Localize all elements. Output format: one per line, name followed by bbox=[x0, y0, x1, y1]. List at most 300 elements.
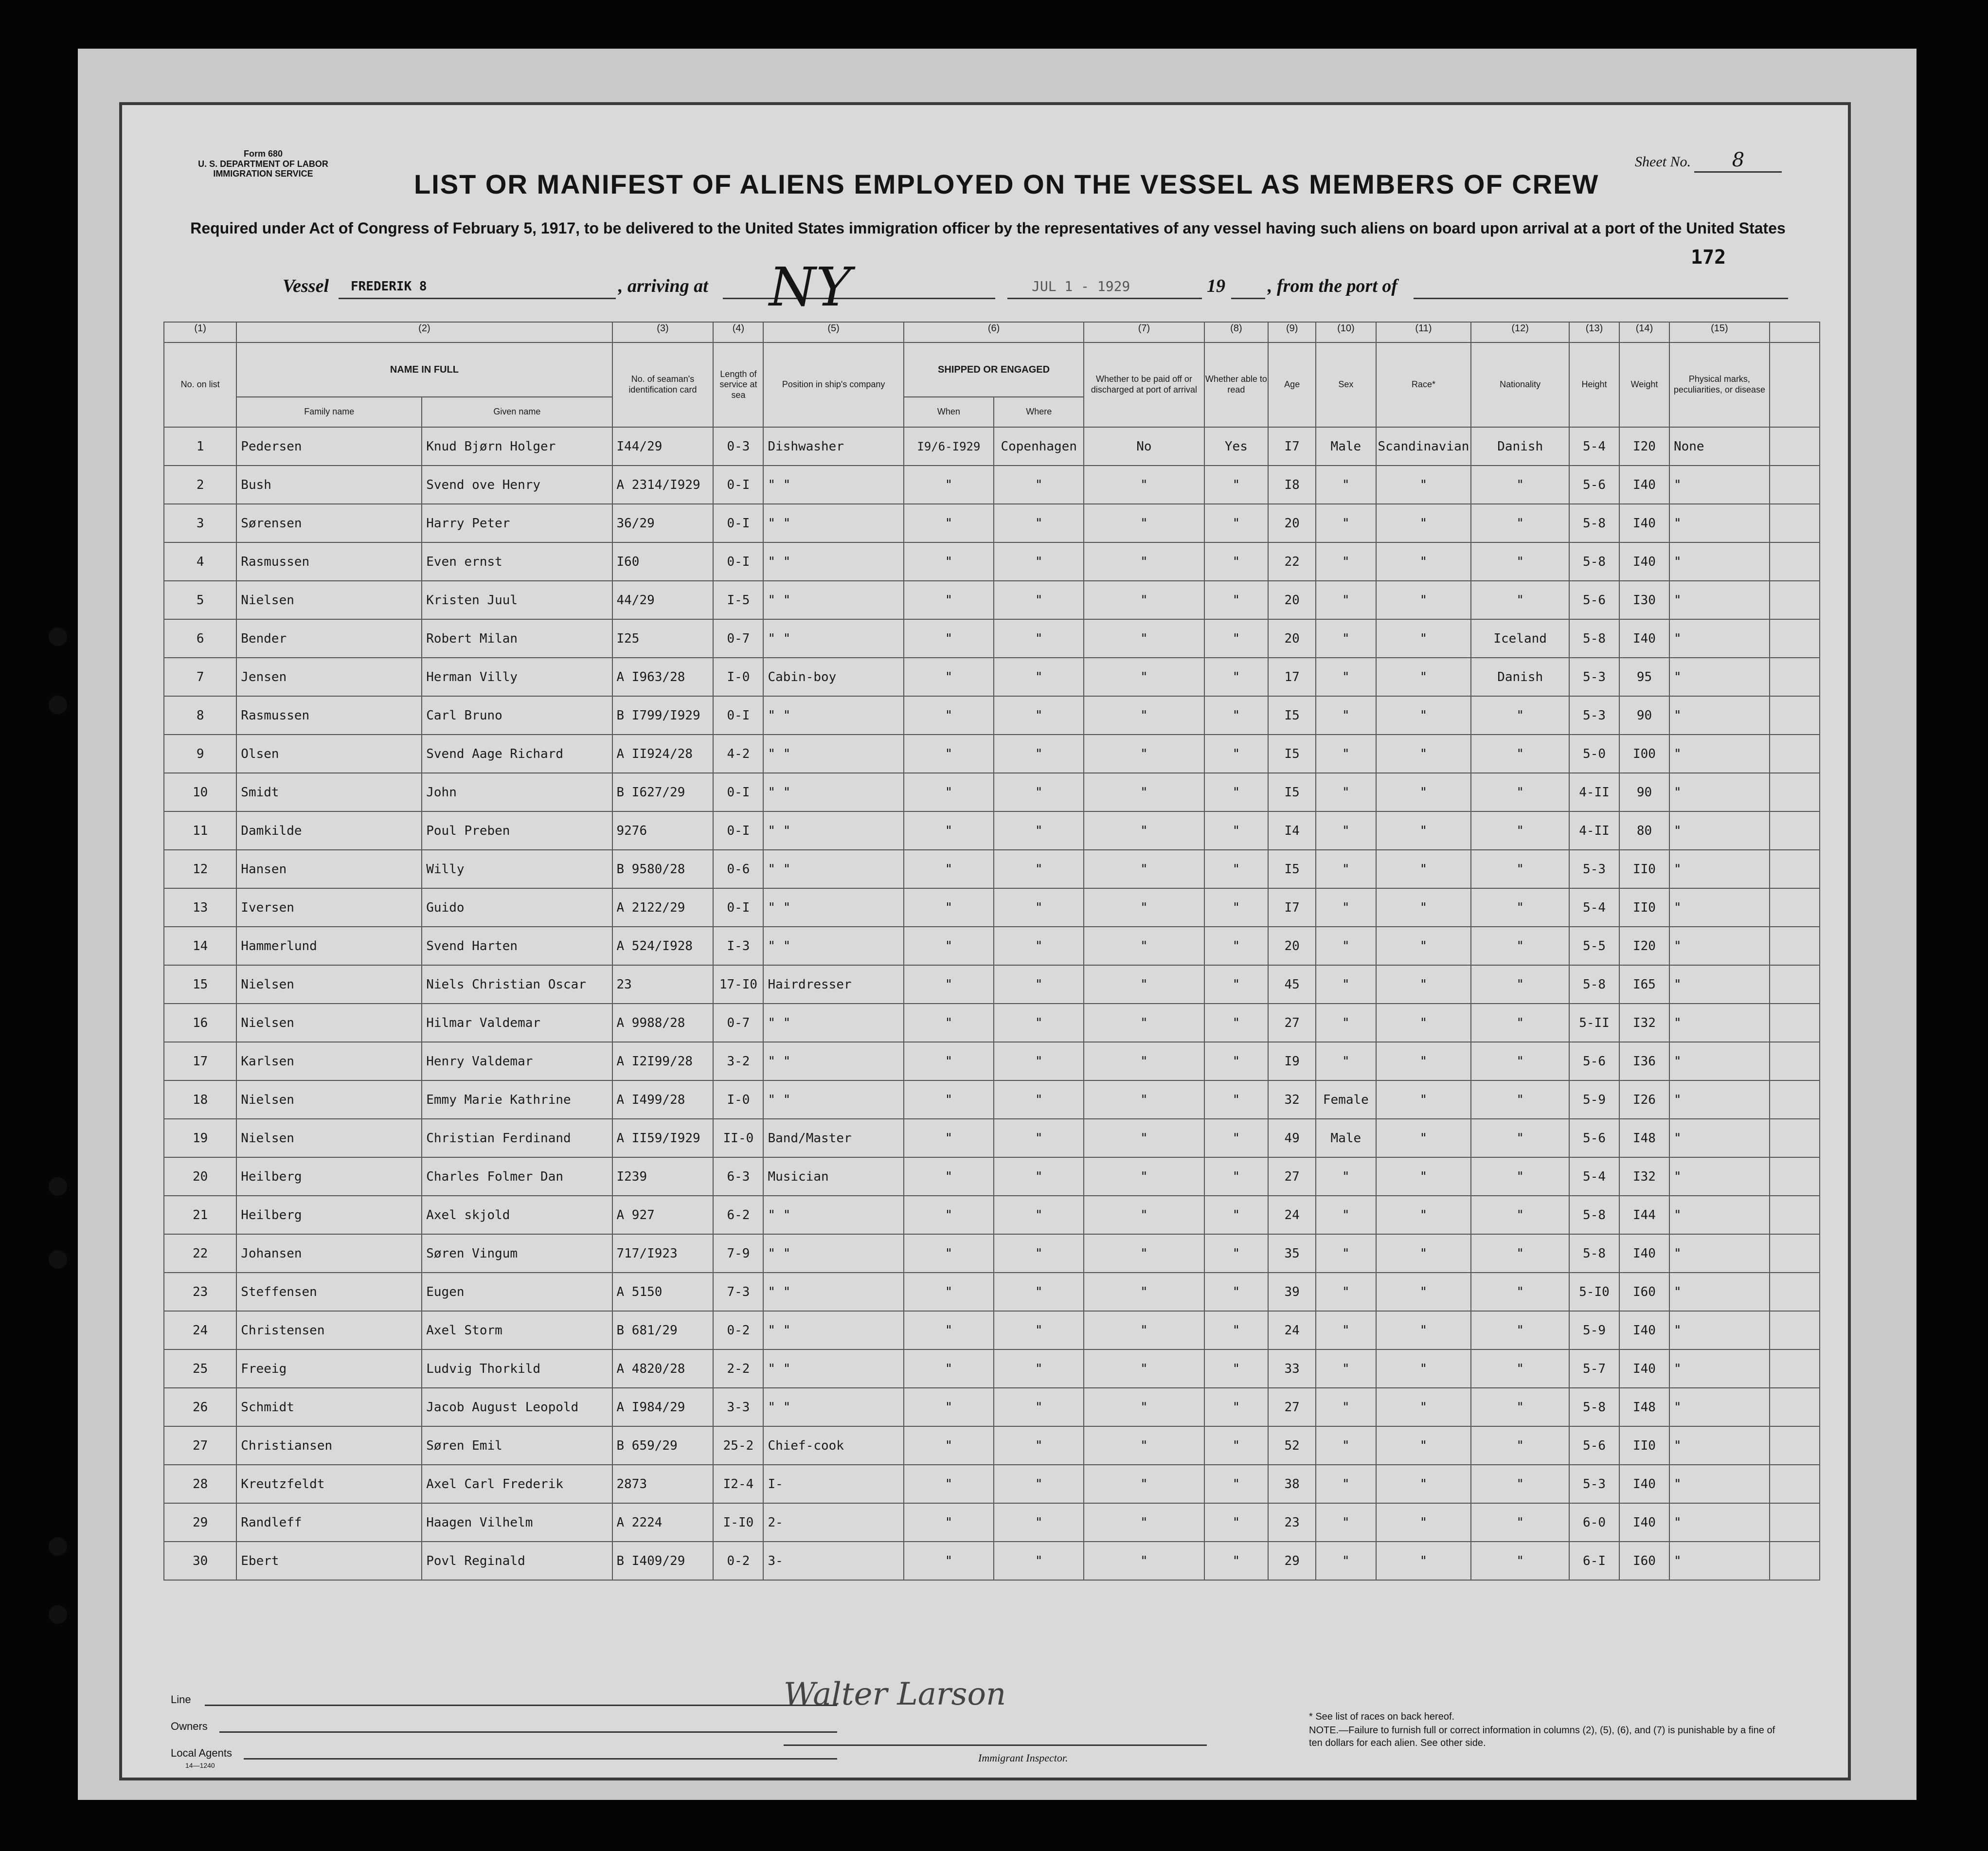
cell-card: B I627/29 bbox=[612, 773, 714, 811]
cell-sex: Male bbox=[1316, 1119, 1376, 1157]
cell-sex: " bbox=[1316, 811, 1376, 850]
arriving-label: , arriving at bbox=[618, 276, 708, 296]
cell-family: Hansen bbox=[236, 850, 422, 888]
cell-read: " bbox=[1204, 1234, 1269, 1273]
cell-nat: Danish bbox=[1471, 658, 1569, 696]
cell-nat: " bbox=[1471, 1311, 1569, 1349]
col-number: (8) bbox=[1204, 322, 1269, 342]
cell-where: " bbox=[994, 1196, 1084, 1234]
cell-race: " bbox=[1376, 696, 1471, 735]
cell-card: A 2314/I929 bbox=[612, 466, 714, 504]
cell-nat: " bbox=[1471, 696, 1569, 735]
cell-read: " bbox=[1204, 1503, 1269, 1542]
cell-marks: " bbox=[1669, 1349, 1770, 1388]
cell-weight: I40 bbox=[1619, 504, 1669, 542]
cell-card: A I2I99/28 bbox=[612, 1042, 714, 1080]
cell-no: 29 bbox=[164, 1503, 236, 1542]
cell-card: B I409/29 bbox=[612, 1542, 714, 1580]
cell-nat: " bbox=[1471, 466, 1569, 504]
cell-age: 20 bbox=[1268, 504, 1316, 542]
cell-family: Ebert bbox=[236, 1542, 422, 1580]
cell-weight: I48 bbox=[1619, 1119, 1669, 1157]
cell-blank bbox=[1770, 1426, 1820, 1465]
cell-service: I2-4 bbox=[713, 1465, 763, 1503]
cell-read: " bbox=[1204, 504, 1269, 542]
binder-hole bbox=[49, 696, 67, 714]
cell-no: 8 bbox=[164, 696, 236, 735]
header-given-name: Given name bbox=[422, 397, 612, 427]
vessel-name: FREDERIK 8 bbox=[351, 279, 427, 294]
cell-where: " bbox=[994, 1311, 1084, 1349]
cell-age: 23 bbox=[1268, 1503, 1316, 1542]
cell-given: Ludvig Thorkild bbox=[422, 1349, 612, 1388]
table-row bbox=[164, 811, 1820, 850]
cell-no: 30 bbox=[164, 1542, 236, 1580]
cell-service: 4-2 bbox=[713, 735, 763, 773]
cell-read: " bbox=[1204, 696, 1269, 735]
stamp-number: 172 bbox=[1691, 246, 1726, 269]
cell-blank bbox=[1770, 1542, 1820, 1580]
cell-race: " bbox=[1376, 581, 1471, 619]
cell-marks: " bbox=[1669, 850, 1770, 888]
cell-sex: Male bbox=[1316, 427, 1376, 466]
cell-age: 39 bbox=[1268, 1273, 1316, 1311]
cell-age: I9 bbox=[1268, 1042, 1316, 1080]
cell-when: " bbox=[904, 1119, 994, 1157]
cell-position: " " bbox=[763, 1273, 903, 1311]
cell-given: Christian Ferdinand bbox=[422, 1119, 612, 1157]
cell-paid: " bbox=[1084, 1004, 1204, 1042]
cell-blank bbox=[1770, 1311, 1820, 1349]
cell-race: " bbox=[1376, 850, 1471, 888]
cell-weight: II0 bbox=[1619, 850, 1669, 888]
sheet-number bbox=[1635, 149, 1782, 173]
cell-given: Niels Christian Oscar bbox=[422, 965, 612, 1004]
col-number: (6) bbox=[904, 322, 1084, 342]
cell-position: " " bbox=[763, 581, 903, 619]
table-row bbox=[164, 1080, 1820, 1119]
cell-age: I5 bbox=[1268, 696, 1316, 735]
table-row bbox=[164, 1119, 1820, 1157]
cell-no: 16 bbox=[164, 1004, 236, 1042]
cell-height: 5-4 bbox=[1569, 1157, 1619, 1196]
cell-service: 7-9 bbox=[713, 1234, 763, 1273]
cell-marks: " bbox=[1669, 696, 1770, 735]
cell-marks: " bbox=[1669, 1273, 1770, 1311]
cell-height: 5-6 bbox=[1569, 1426, 1619, 1465]
cell-card: 717/I923 bbox=[612, 1234, 714, 1273]
cell-race: " bbox=[1376, 773, 1471, 811]
cell-sex: " bbox=[1316, 1234, 1376, 1273]
table-row bbox=[164, 735, 1820, 773]
cell-card: 2873 bbox=[612, 1465, 714, 1503]
cell-where: " bbox=[994, 1388, 1084, 1426]
cell-given: Poul Preben bbox=[422, 811, 612, 850]
line-label: Line bbox=[171, 1693, 191, 1706]
cell-blank bbox=[1770, 1196, 1820, 1234]
cell-weight: I20 bbox=[1619, 427, 1669, 466]
cell-blank bbox=[1770, 1349, 1820, 1388]
cell-paid: " bbox=[1084, 1426, 1204, 1465]
col-number: (10) bbox=[1316, 322, 1376, 342]
cell-position: " " bbox=[763, 1196, 903, 1234]
cell-when: " bbox=[904, 1311, 994, 1349]
table-row bbox=[164, 965, 1820, 1004]
col-number: (4) bbox=[713, 322, 763, 342]
cell-given: Kristen Juul bbox=[422, 581, 612, 619]
cell-race: " bbox=[1376, 504, 1471, 542]
cell-weight: I40 bbox=[1619, 1349, 1669, 1388]
cell-age: 24 bbox=[1268, 1196, 1316, 1234]
col-number: (11) bbox=[1376, 322, 1471, 342]
year-prefix: 19 bbox=[1207, 276, 1225, 296]
cell-blank bbox=[1770, 1119, 1820, 1157]
cell-card: 44/29 bbox=[612, 581, 714, 619]
cell-given: Hilmar Valdemar bbox=[422, 1004, 612, 1042]
cell-service: 0-2 bbox=[713, 1542, 763, 1580]
cell-where: Copenhagen bbox=[994, 427, 1084, 466]
header-shipped-engaged: SHIPPED OR ENGAGED bbox=[904, 342, 1084, 397]
cell-read: " bbox=[1204, 658, 1269, 696]
cell-no: 25 bbox=[164, 1349, 236, 1388]
cell-blank bbox=[1770, 427, 1820, 466]
cell-given: Axel Carl Frederik bbox=[422, 1465, 612, 1503]
sheet-number-value: 8 bbox=[1694, 149, 1782, 173]
cell-marks: " bbox=[1669, 1157, 1770, 1196]
from-port-label: , from the port of bbox=[1268, 276, 1398, 296]
cell-nat: " bbox=[1471, 1465, 1569, 1503]
table-row bbox=[164, 850, 1820, 888]
cell-when: " bbox=[904, 927, 994, 965]
cell-when: " bbox=[904, 1080, 994, 1119]
cell-read: " bbox=[1204, 1465, 1269, 1503]
cell-nat: " bbox=[1471, 542, 1569, 581]
cell-family: Freeig bbox=[236, 1349, 422, 1388]
cell-family: Damkilde bbox=[236, 811, 422, 850]
header-paid-off: Whether to be paid off or discharged at port of arrival bbox=[1084, 342, 1204, 427]
cell-when: " bbox=[904, 811, 994, 850]
cell-card: I25 bbox=[612, 619, 714, 658]
cell-where: " bbox=[994, 965, 1084, 1004]
cell-family: Kreutzfeldt bbox=[236, 1465, 422, 1503]
cell-when: " bbox=[904, 1273, 994, 1311]
cell-given: Robert Milan bbox=[422, 619, 612, 658]
table-row bbox=[164, 927, 1820, 965]
cell-family: Steffensen bbox=[236, 1273, 422, 1311]
cell-card: A 4820/28 bbox=[612, 1349, 714, 1388]
col-number: (15) bbox=[1669, 322, 1770, 342]
cell-nat: " bbox=[1471, 1234, 1569, 1273]
cell-card: A I963/28 bbox=[612, 658, 714, 696]
cell-given: Knud Bjørn Holger bbox=[422, 427, 612, 466]
cell-family: Pedersen bbox=[236, 427, 422, 466]
cell-no: 22 bbox=[164, 1234, 236, 1273]
header-length-service: Length of service at sea bbox=[713, 342, 763, 427]
col-number: (5) bbox=[763, 322, 903, 342]
cell-family: Nielsen bbox=[236, 1080, 422, 1119]
table-row bbox=[164, 1234, 1820, 1273]
cell-paid: " bbox=[1084, 1157, 1204, 1196]
cell-read: " bbox=[1204, 927, 1269, 965]
cell-service: 0-I bbox=[713, 888, 763, 927]
cell-no: 1 bbox=[164, 427, 236, 466]
cell-weight: I20 bbox=[1619, 927, 1669, 965]
cell-given: Willy bbox=[422, 850, 612, 888]
cell-read: " bbox=[1204, 1080, 1269, 1119]
cell-paid: " bbox=[1084, 927, 1204, 965]
cell-position: " " bbox=[763, 542, 903, 581]
cell-sex: " bbox=[1316, 658, 1376, 696]
cell-when: " bbox=[904, 1196, 994, 1234]
table-row bbox=[164, 888, 1820, 927]
cell-sex: " bbox=[1316, 735, 1376, 773]
cell-position: 3- bbox=[763, 1542, 903, 1580]
cell-height: 5-4 bbox=[1569, 888, 1619, 927]
cell-read: " bbox=[1204, 1349, 1269, 1388]
cell-when: " bbox=[904, 696, 994, 735]
cell-marks: " bbox=[1669, 927, 1770, 965]
cell-nat: " bbox=[1471, 1542, 1569, 1580]
cell-service: 0-I bbox=[713, 542, 763, 581]
binder-hole bbox=[49, 628, 67, 646]
cell-read: " bbox=[1204, 542, 1269, 581]
cell-sex: " bbox=[1316, 1503, 1376, 1542]
cell-read: " bbox=[1204, 965, 1269, 1004]
header-height: Height bbox=[1569, 342, 1619, 427]
cell-marks: " bbox=[1669, 1080, 1770, 1119]
table-row bbox=[164, 658, 1820, 696]
cell-age: 27 bbox=[1268, 1388, 1316, 1426]
cell-weight: I60 bbox=[1619, 1273, 1669, 1311]
cell-given: Henry Valdemar bbox=[422, 1042, 612, 1080]
table-row bbox=[164, 1311, 1820, 1349]
cell-weight: I48 bbox=[1619, 1388, 1669, 1426]
col-number: (1) bbox=[164, 322, 236, 342]
cell-age: 27 bbox=[1268, 1004, 1316, 1042]
cell-race: " bbox=[1376, 542, 1471, 581]
cell-when: " bbox=[904, 735, 994, 773]
table-row bbox=[164, 581, 1820, 619]
cell-marks: " bbox=[1669, 1503, 1770, 1542]
cell-height: 4-II bbox=[1569, 811, 1619, 850]
cell-nat: Danish bbox=[1471, 427, 1569, 466]
cell-race: " bbox=[1376, 1388, 1471, 1426]
cell-no: 4 bbox=[164, 542, 236, 581]
cell-height: 5-6 bbox=[1569, 1042, 1619, 1080]
cell-service: 17-I0 bbox=[713, 965, 763, 1004]
cell-when: " bbox=[904, 658, 994, 696]
cell-family: Nielsen bbox=[236, 1119, 422, 1157]
cell-no: 15 bbox=[164, 965, 236, 1004]
cell-blank bbox=[1770, 1503, 1820, 1542]
cell-race: " bbox=[1376, 888, 1471, 927]
sheet-label: Sheet No. bbox=[1635, 154, 1691, 170]
cell-marks: " bbox=[1669, 811, 1770, 850]
cell-family: Hammerlund bbox=[236, 927, 422, 965]
cell-position: Band/Master bbox=[763, 1119, 903, 1157]
cell-given: Herman Villy bbox=[422, 658, 612, 696]
cell-where: " bbox=[994, 735, 1084, 773]
cell-card: B 659/29 bbox=[612, 1426, 714, 1465]
cell-card: I60 bbox=[612, 542, 714, 581]
cell-service: 0-6 bbox=[713, 850, 763, 888]
cell-nat: " bbox=[1471, 1004, 1569, 1042]
cell-no: 20 bbox=[164, 1157, 236, 1196]
cell-position: " " bbox=[763, 811, 903, 850]
cell-age: 20 bbox=[1268, 581, 1316, 619]
cell-card: A I499/28 bbox=[612, 1080, 714, 1119]
header-where: Where bbox=[994, 397, 1084, 427]
cell-given: Axel skjold bbox=[422, 1196, 612, 1234]
cell-read: " bbox=[1204, 888, 1269, 927]
cell-card: B I799/I929 bbox=[612, 696, 714, 735]
cell-nat: " bbox=[1471, 1273, 1569, 1311]
cell-sex: " bbox=[1316, 927, 1376, 965]
cell-race: " bbox=[1376, 1311, 1471, 1349]
cell-paid: " bbox=[1084, 773, 1204, 811]
cell-family: Sørensen bbox=[236, 504, 422, 542]
cell-card: I239 bbox=[612, 1157, 714, 1196]
cell-sex: " bbox=[1316, 1465, 1376, 1503]
cell-given: Svend ove Henry bbox=[422, 466, 612, 504]
column-header-row bbox=[164, 342, 1820, 397]
cell-position: " " bbox=[763, 1042, 903, 1080]
cell-race: " bbox=[1376, 1119, 1471, 1157]
cell-age: 33 bbox=[1268, 1349, 1316, 1388]
cell-marks: " bbox=[1669, 658, 1770, 696]
cell-nat: " bbox=[1471, 1042, 1569, 1080]
table-row bbox=[164, 1503, 1820, 1542]
cell-read: " bbox=[1204, 1542, 1269, 1580]
cell-blank bbox=[1770, 619, 1820, 658]
cell-nat: " bbox=[1471, 1388, 1569, 1426]
cell-card: A II59/I929 bbox=[612, 1119, 714, 1157]
cell-family: Jensen bbox=[236, 658, 422, 696]
table-row bbox=[164, 504, 1820, 542]
binder-hole bbox=[49, 1537, 67, 1556]
cell-service: 3-2 bbox=[713, 1042, 763, 1080]
cell-where: " bbox=[994, 1465, 1084, 1503]
cell-sex: " bbox=[1316, 466, 1376, 504]
cell-family: Olsen bbox=[236, 735, 422, 773]
cell-where: " bbox=[994, 773, 1084, 811]
cell-weight: I40 bbox=[1619, 1234, 1669, 1273]
cell-race: " bbox=[1376, 1503, 1471, 1542]
cell-race: " bbox=[1376, 735, 1471, 773]
binder-hole bbox=[49, 1605, 67, 1624]
cell-card: A I984/29 bbox=[612, 1388, 714, 1426]
cell-no: 28 bbox=[164, 1465, 236, 1503]
cell-paid: " bbox=[1084, 1542, 1204, 1580]
cell-marks: " bbox=[1669, 504, 1770, 542]
cell-nat: " bbox=[1471, 1080, 1569, 1119]
cell-blank bbox=[1770, 965, 1820, 1004]
cell-no: 18 bbox=[164, 1080, 236, 1119]
cell-sex: " bbox=[1316, 773, 1376, 811]
cell-where: " bbox=[994, 888, 1084, 927]
cell-blank bbox=[1770, 542, 1820, 581]
header-weight: Weight bbox=[1619, 342, 1669, 427]
cell-blank bbox=[1770, 1157, 1820, 1196]
cell-marks: " bbox=[1669, 735, 1770, 773]
cell-family: Randleff bbox=[236, 1503, 422, 1542]
cell-family: Nielsen bbox=[236, 965, 422, 1004]
cell-family: Rasmussen bbox=[236, 696, 422, 735]
cell-family: Rasmussen bbox=[236, 542, 422, 581]
cell-paid: " bbox=[1084, 658, 1204, 696]
cell-read: " bbox=[1204, 1388, 1269, 1426]
cell-when: " bbox=[904, 581, 994, 619]
cell-when: " bbox=[904, 850, 994, 888]
col-number: (12) bbox=[1471, 322, 1569, 342]
cell-race: " bbox=[1376, 466, 1471, 504]
cell-sex: " bbox=[1316, 965, 1376, 1004]
cell-given: Eugen bbox=[422, 1273, 612, 1311]
cell-where: " bbox=[994, 619, 1084, 658]
cell-where: " bbox=[994, 1503, 1084, 1542]
cell-family: Nielsen bbox=[236, 1004, 422, 1042]
cell-read: " bbox=[1204, 1311, 1269, 1349]
cell-read: " bbox=[1204, 1157, 1269, 1196]
cell-paid: " bbox=[1084, 1119, 1204, 1157]
cell-card: I44/29 bbox=[612, 427, 714, 466]
cell-age: 22 bbox=[1268, 542, 1316, 581]
cell-blank bbox=[1770, 1388, 1820, 1426]
cell-where: " bbox=[994, 504, 1084, 542]
cell-paid: " bbox=[1084, 1234, 1204, 1273]
cell-service: 0-I bbox=[713, 466, 763, 504]
cell-read: " bbox=[1204, 850, 1269, 888]
cell-blank bbox=[1770, 773, 1820, 811]
cell-height: 5-7 bbox=[1569, 1349, 1619, 1388]
cell-marks: None bbox=[1669, 427, 1770, 466]
print-code: 14—1240 bbox=[185, 1761, 215, 1769]
cell-position: 2- bbox=[763, 1503, 903, 1542]
cell-age: I5 bbox=[1268, 850, 1316, 888]
cell-weight: I00 bbox=[1619, 735, 1669, 773]
cell-paid: " bbox=[1084, 619, 1204, 658]
cell-when: " bbox=[904, 1426, 994, 1465]
cell-age: 32 bbox=[1268, 1080, 1316, 1119]
cell-when: " bbox=[904, 1503, 994, 1542]
cell-service: 2-2 bbox=[713, 1349, 763, 1388]
cell-height: 5-3 bbox=[1569, 850, 1619, 888]
table-row bbox=[164, 1004, 1820, 1042]
cell-where: " bbox=[994, 1273, 1084, 1311]
cell-weight: I65 bbox=[1619, 965, 1669, 1004]
cell-age: I5 bbox=[1268, 773, 1316, 811]
cell-paid: " bbox=[1084, 466, 1204, 504]
cell-blank bbox=[1770, 1042, 1820, 1080]
cell-read: " bbox=[1204, 581, 1269, 619]
crew-manifest-table bbox=[163, 322, 1820, 1581]
col-number: (7) bbox=[1084, 322, 1204, 342]
cell-nat: " bbox=[1471, 1157, 1569, 1196]
cell-marks: " bbox=[1669, 1388, 1770, 1426]
cell-paid: " bbox=[1084, 581, 1204, 619]
crew-rows bbox=[164, 427, 1820, 1580]
cell-family: Schmidt bbox=[236, 1388, 422, 1426]
cell-sex: " bbox=[1316, 696, 1376, 735]
cell-nat: " bbox=[1471, 1503, 1569, 1542]
cell-paid: " bbox=[1084, 1273, 1204, 1311]
header-position: Position in ship's company bbox=[763, 342, 903, 427]
cell-when: " bbox=[904, 1542, 994, 1580]
header-id-card: No. of seaman's identification card bbox=[612, 342, 714, 427]
cell-no: 10 bbox=[164, 773, 236, 811]
table-row bbox=[164, 1196, 1820, 1234]
cell-position: " " bbox=[763, 1388, 903, 1426]
